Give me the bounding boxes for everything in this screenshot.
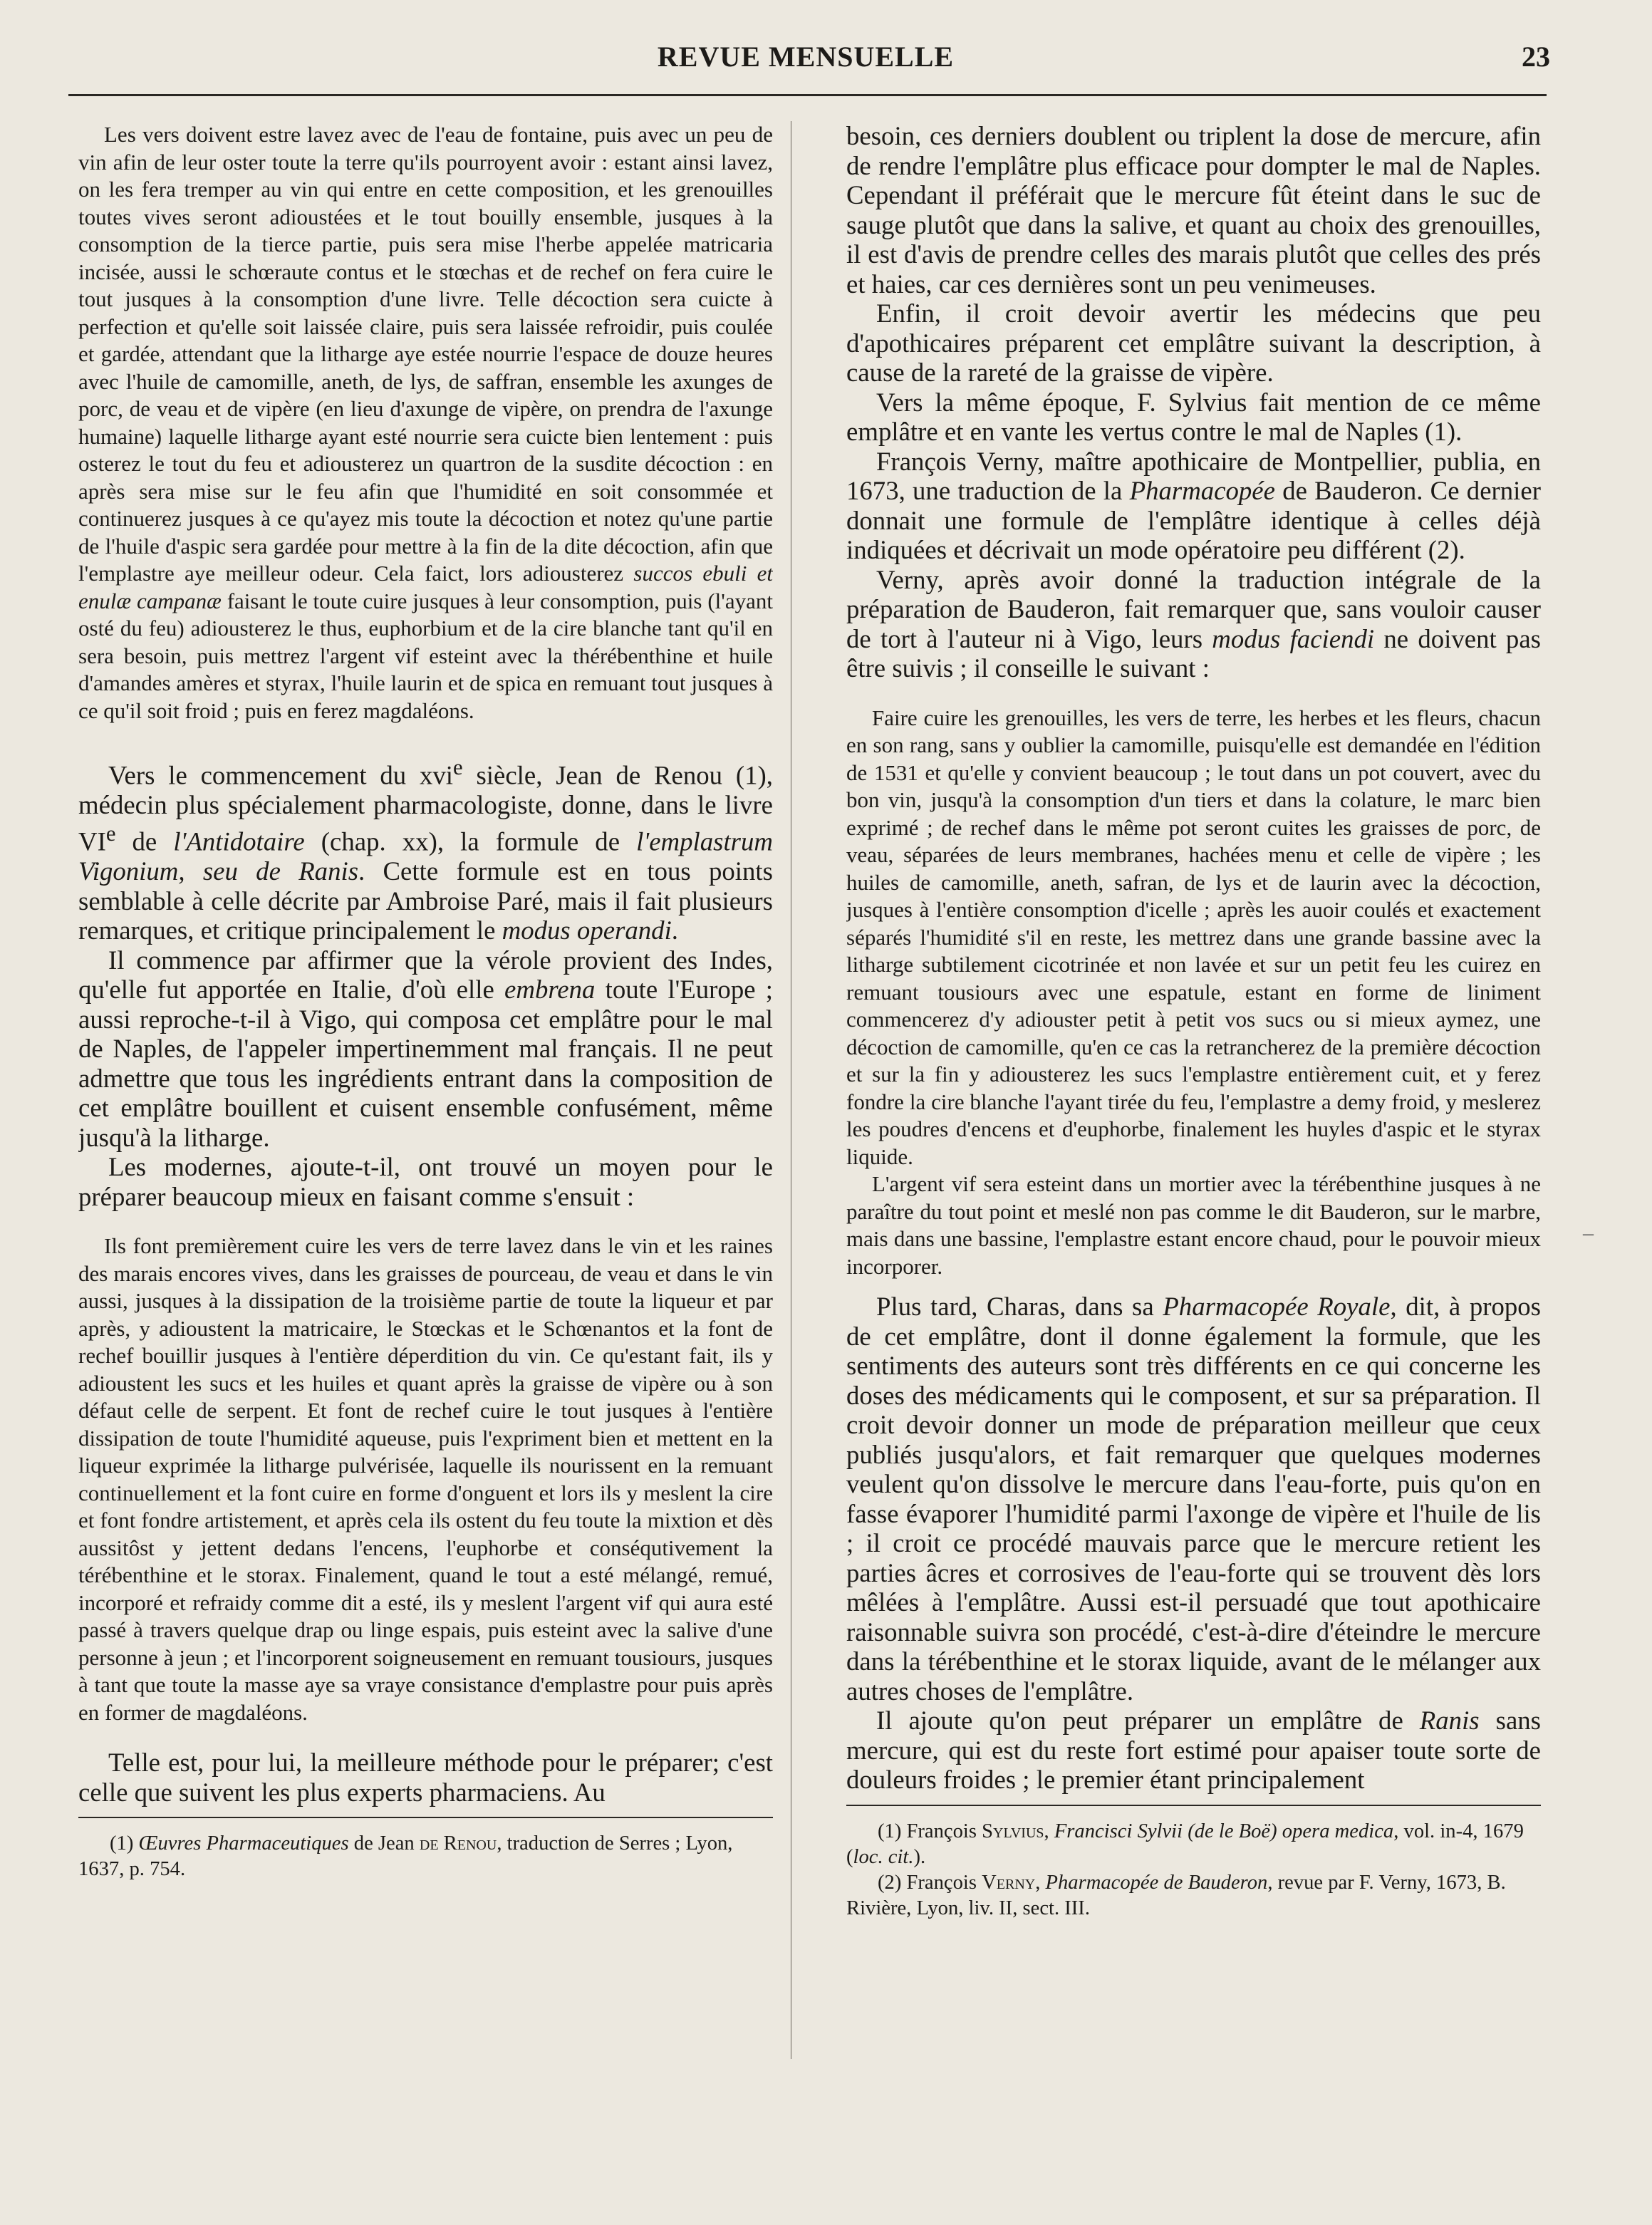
text-run: . [671, 916, 678, 945]
text-run: (2) François [878, 1871, 982, 1894]
paragraph-enfin: Enfin, il croit devoir avertir les médecins que peu d'apothicaires préparent cet emplâtre suivant la description, à cause de la rareté de la graisse de vipère. [846, 299, 1541, 387]
paragraph-charas [846, 1292, 1541, 1706]
author-name: Verny [982, 1871, 1036, 1894]
quote-verny-argent: L'argent vif sera esteint dans un mortier avec la térébenthine jusques à ne paraître du tout point et meslé non pas comme le dit Bauderon, sur le marbre, mais dans une bassine, l'emplastre estant encore chaud, pour le pouvoir mieux incorporer. [846, 1171, 1541, 1279]
italic-term: embrena [504, 975, 596, 1005]
paragraph-verny [846, 447, 1541, 565]
quote-modern-method: Ils font premièrement cuire les vers de terre lavez dans le vin et les raines des marais encores vives, dans les graisses de pourceau, de veau et dans le vin aussi, jusques à la dissipation de la troisième partie de toute la liqueur et par après, y adioustent la matricaire, le Stœckas et le Schœnantos et la font de rechef bouillir jusques à l'entière déperdition du vin. Ce qu'estant fait, ils y adioustent les sucs et les huiles et quant après la graisse de vipère ou à son défaut celle de serpent. Et font de rechef cuire le tout jusques à l'entière dissipation de toute l'humidité aqueuse, puis l'expriment bien et mettent en la liqueur exprimée la litharge pulvérisée, laquelle ils nourissent en la remuant continuellement et la font cuire en forme d'onguent et lors ils y meslent la cire et font fondre artistement, et après cela ils ostent du feu toute la mixtion et dès aussitôst y jettent dedans l'encens, l'euphorbe et conséqutivement la térébenthine et le storax. Finalement, quand le tout a esté mélangé, remué, incorporé et refraidy comme dit a esté, ils y meslent l'argent vif qui aura esté passé à travers quelque drap ou linge espais, puis esteint avec la salive d'une personne à jeun ; et l'incorporent soigneusement en remuant tousiours, jusques à tant que toute la masse aye sa vraye consistance d'emplastre pour puis après en former de magdaléons. [78, 1233, 773, 1725]
text-run: (1) [110, 1832, 139, 1855]
italic-term: modus faciendi [1212, 623, 1375, 653]
author-name: de Renou [419, 1832, 497, 1855]
text-run: Plus tard, Charas, dans sa [876, 1292, 1163, 1321]
spacer [78, 1211, 773, 1233]
text-run: (1) François [878, 1820, 982, 1842]
text-run: , dit, à propos de cet emplâtre, dont il donne également la formule, que les sentiments des auteurs sont très différents en ce qui concerne les doses des médicaments qui le composent, et sur sa préparation. Il croit devoir donner un mode de préparation meilleur que ceux publiés jusqu'alors, et fait remarquer que quelques modernes veulent qu'on dissolve le mercure dans l'eau-forte, puis qu'on en fasse évaporer l'humidité parmi l'axonge de vipère et l'huile de lis ; il croit ce procédé mauvais parce que le mercure retient les parties âcres et corrosives de l'eau-forte qui se trouvent dès lors mêlées à l'emplâtre. Aussi est-il persuadé que tout apothicaire raisonnable suivra son procédé, c'est-à-dire d'éteindre le mercure dans la térébenthine et le storax liquide, avant de le mélanger aux autres choses de l'emplâtre. [846, 1292, 1541, 1706]
paragraph-verole [78, 945, 773, 1153]
footnote-rule [78, 1817, 773, 1818]
text-run: , traduction de Serres ; Lyon, 1637, p. 754. [78, 1832, 733, 1881]
italic-title: l'Antidotaire [173, 826, 305, 856]
text-run: de Bauderon. Ce dernier donnait une formule de l'emplâtre identique à celles déjà indiquées et décrivait un mode opératoire peu différent (2). [846, 476, 1541, 564]
italic-term: loc. cit. [853, 1845, 914, 1868]
superscript: e [105, 821, 116, 846]
right-column [846, 121, 1541, 2187]
quote-italic: succos ebuli et enulæ campanæ [78, 561, 773, 613]
text-run: . Cette formule est en tous points semblable à celle décrite par Ambroise Paré, mais il fait plusieurs remarques, et critique principalement le [78, 856, 773, 945]
spacer [78, 725, 773, 753]
spacer [846, 683, 1541, 705]
text-run: , vol. in-4, 1679 ( [846, 1820, 1524, 1868]
text-run: ne doivent pas être suivis ; il conseille le suivant : [846, 623, 1541, 683]
text-run: Verny, après avoir donné la traduction intégrale de la préparation de Bauderon, fait remarquer que, sans vouloir causer de tort à l'auteur ni à Vigo, leurs [846, 564, 1541, 653]
spacer [78, 1726, 773, 1748]
running-head [68, 40, 1550, 83]
text-run: (chap. xx), la formule de [304, 826, 637, 856]
author-name: Sylvius [982, 1820, 1044, 1842]
header-rule [68, 94, 1547, 96]
quote-text-end: faisant le toute cuire jusques à leur consomption, puis (l'ayant osté du feu) adiousterez le thus, euphorbium et de la cire blanche tant qu'il en sera besoin, puis mettrez l'argent vif esteint avec la thérébenthine et huile d'amandes amères et styrax, l'huile laurin et de spica en remuant tout jusques à ce qu'il soit froid ; puis en ferez magdaléons. [78, 588, 773, 723]
quote-verny-method: Faire cuire les grenouilles, les vers de terre, les herbes et les fleurs, chacun en son rang, sans y oublier la camomille, puisqu'elle est demandée en l'édition de 1531 et qu'elle y convient beaucoup ; le tout dans un pot couvert, avec du bon vin, jusqu'à la consomption d'un tiers et dans la colature, le marc bien exprimé ; de rechef dans le même pot seront cuites les graisses de porc, de veau, séparées de leurs membranes, hachées menu et celle de vipère ; les huiles de camomille, aneth, safran, de lys et de laurin avec la décoction, jusques à l'entière consomption d'icelle ; après les auoir coulés et exactement séparés l'humidité s'il en reste, les mettrez dans une grande bassine avec la litharge subtilement cicotrinée et non lavée et sur un petit feu les cuirez en remuant tousiours avec une espatule, estant en forme de liniment commencerez d'y adiouster petit à petit vos sucs ou si mieux aymez, une décoction de camomille, qu'en ce cas la retrancherez de la première décoction et sur la fin y adiousterez les sucs l'emplastre entièrement cuit, et y ferez fondre la cire blanche l'ayant tirée du feu, l'emplastre a demy froid, y meslerez les poudres d'encens et d'euphorbe, finalement les huyles d'aspic et le styrax liquide. [846, 705, 1541, 1169]
text-run: de [115, 826, 174, 856]
text-run: toute l'Europe ; aussi reproche-t-il à Vigo, qui composa cet emplâtre pour le mal de Naples, de l'appeler impertinemment mal français. Il ne peut admettre que tous les ingrédients entrant dans la composition de cet emplâtre bouillent et cuisent ensemble confusément, même jusqu'à la litharge. [78, 975, 773, 1152]
quote-text: Les vers doivent estre lavez avec de l'eau de fontaine, puis avec un peu de vin afin de leur oster toute la terre qu'ils pourroyent avoir : estant ainsi lavez, on les fera tremper au vin qui entre en cette composition, et les grenouilles toutes vives seront adioustées et le tout bouilly ensemble, jusques à la consomption de la tierce partie, puis sera mise l'herbe appelée matricaria incisée, aussi le schœraute contus et le stœchas et de rechef on fera cuire le tout jusques à la consomption d'une livre. Telle décoction sera cuicte à perfection et qu'elle soit laissée claire, puis sera laissée refroidir, puis coulée et gardée, attendant que la litharge aye estée nourrie l'espace de douze heures avec l'huile de camomille, aneth, de lys, de saffran, ensemble les axunges de porc, de veau et de vipère (en lieu d'axunge de vipère, on prendra de l'axunge humaine) laquelle litharge ayant esté nourrie sera cuicte bien lentement : puis osterez le tout du feu et adiousterez un quartron de la susdite décoction : en après sera mise sur le feu afin que l'humidité en soit consommée et continuerez jusques à ce qu'ayez mis toute la décoction et notez qu'une partie de l'huile d'aspic sera gardée pour mettre à la fin de la dite décoction, afin que l'emplastre aye meilleur odeur. Cela faict, lors adiousterez [78, 122, 773, 586]
paragraph-verny-remarque [846, 565, 1541, 683]
superscript: e [453, 755, 463, 779]
page-number: 23 [1522, 41, 1550, 73]
text-run: siècle, Jean de Renou (1), médecin plus spécialement pharmacologiste, donne, dans le livre VI [78, 760, 773, 856]
text-run: Il commence par affirmer que la vérole provient des Indes, qu'elle fut apportée en Italie, d'où elle [78, 945, 773, 1005]
left-column [78, 121, 773, 2187]
margin-mark: – [1583, 1221, 1594, 1245]
italic-title: Œuvres Pharmaceutiques [138, 1832, 349, 1855]
footnote-rule [846, 1805, 1541, 1806]
italic-title: Pharmacopée [1129, 476, 1275, 505]
footnote-verny [846, 1870, 1541, 1921]
spacer [846, 1280, 1541, 1292]
footnote-renou [78, 1831, 773, 1882]
italic-title: Pharmacopée Royale [1163, 1292, 1391, 1321]
italic-term: modus operandi [502, 916, 672, 945]
text-run: de Jean [348, 1832, 420, 1855]
text-run: François Verny, maître apothicaire de Montpellier, publia, en 1673, une traduction de la [846, 446, 1541, 505]
journal-title: REVUE MENSUELLE [657, 41, 955, 73]
text-run: , revue par F. Verny, 1673, B. Rivière, Lyon, liv. II, sect. III. [846, 1871, 1506, 1919]
paragraph-sylvius: Vers la même époque, F. Sylvius fait mention de ce même emplâtre et en vante les vertus contre le mal de Naples (1). [846, 387, 1541, 446]
quote-renou-original [78, 121, 773, 725]
text-run: sans mercure, qui est du reste fort estimé pour apaiser toute sorte de douleurs froides ; le premier étant principalement [846, 1706, 1541, 1794]
text-run: ). [913, 1845, 926, 1868]
paragraph-renou [78, 753, 773, 945]
text-run: Vers le commencement du xvi [108, 760, 454, 790]
italic-title: Pharmacopée de Bauderon [1045, 1871, 1268, 1894]
paragraph-besoin: besoin, ces derniers doublent ou triplent la dose de mercure, afin de rendre l'emplâtre plus efficace pour dompter le mal de Naples. Cependant il préférait que le mercure fût éteint dans le suc de sauge plutôt que dans la salive, et quant au choix des grenouilles, il est d'avis de prendre celles des marais plutôt que celles des prés et haies, car ces dernières sont un peu venimeuses. [846, 121, 1541, 299]
italic-title: l'emplastrum Vigonium, seu de Ranis [78, 826, 773, 886]
italic-term: Ranis [1419, 1706, 1480, 1735]
paragraph-sans-mercure [846, 1706, 1541, 1795]
text-run: , [1035, 1871, 1046, 1894]
text-run: Il ajoute qu'on peut préparer un emplâtre de [876, 1706, 1420, 1735]
paragraph-meilleure-methode: Telle est, pour lui, la meilleure méthode pour le préparer; c'est celle que suivent les plus experts pharmaciens. Au [78, 1748, 773, 1807]
text-run: , [1044, 1820, 1054, 1842]
italic-title: Francisci Sylvii (de le Boë) opera medica [1054, 1820, 1394, 1842]
footnote-sylvius [846, 1819, 1541, 1870]
paragraph-modernes: Les modernes, ajoute-t-il, ont trouvé un moyen pour le préparer beaucoup mieux en faisant comme s'ensuit : [78, 1152, 773, 1211]
